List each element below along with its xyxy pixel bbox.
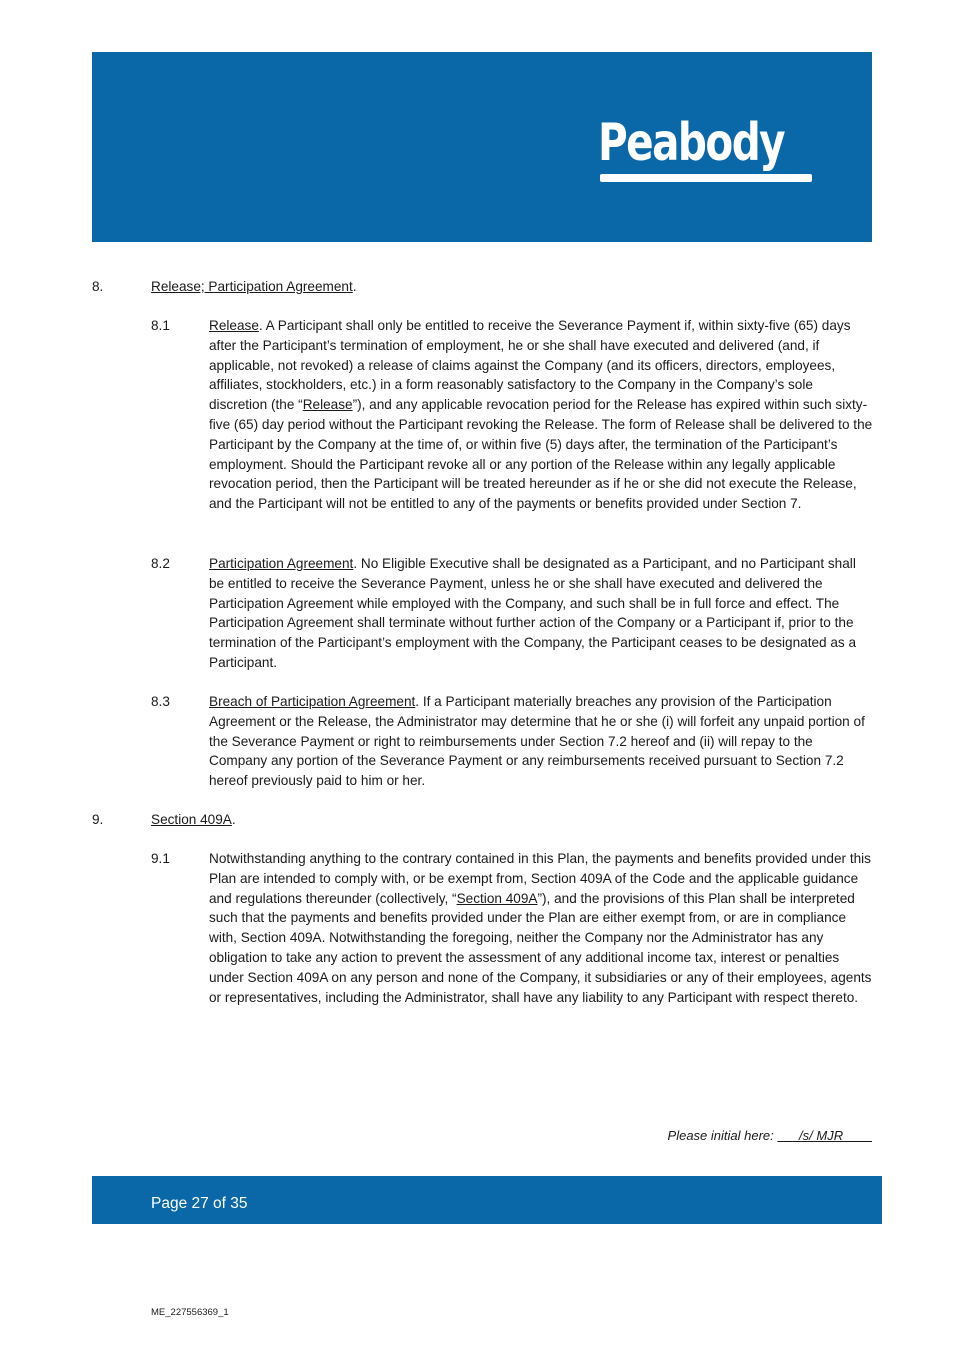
- clause-9-1-body-b: ”), and the provisions of this Plan shall be interpreted such that the payments and benefits provided under the Plan are either exempt from, or are in compliance with, Section 409A. Notwithstanding the foregoing, neither the Company nor the Administrator has any obligation to take any action to prevent the assessment of any additional income tax, interest or penalties under Section 409A on any person and none of the Company, it subsidiaries or any of their employees, agents or representatives, including the Administrator, shall have any liability to any Participant with respect thereto.: [209, 890, 872, 1005]
- page-number: Page 27 of 35: [151, 1195, 248, 1212]
- clause-8-1-number: 8.1: [151, 318, 170, 333]
- clause-8-2-body: . No Eligible Executive shall be designated as a Participant, and no Participant shall be entitled to receive the Severance Payment, unless he or she shall have executed and delivered the Participation Agreement while employed with the Company, and such shall be in full force and effect. The Participation Agreement shall terminate without further action of the Company or a Participant if, prior to the termination of the Participant’s employment with the Company, the Participant ceases to be designated as a Participant.: [209, 556, 857, 670]
- clause-8-1-text: [209, 316, 873, 514]
- section-9-title: [151, 810, 236, 830]
- section-8-title-suffix: .: [352, 279, 357, 294]
- initial-value: /s/ MJR: [777, 1128, 872, 1143]
- logo-underline: [600, 174, 812, 182]
- clause-8-3-number: 8.3: [151, 694, 170, 709]
- clause-8-2-number: 8.2: [151, 556, 170, 571]
- clause-8-1-body-a: . A Participant shall only be entitled to receive the Severance Payment if, within sixty-five (65) days after the Participant’s termination of employment, he or she shall have executed and delivered (and, if applicable, not revoked) a release of claims against the Company (and its officers, directors, employees, affiliates, stockholders, etc.) in a form reasonably satisfactory to the Company in the Company’s sole discretion (the “: [209, 318, 851, 413]
- logo-wordmark: Peabody: [598, 113, 785, 173]
- section-9-number: 9.: [92, 812, 104, 827]
- section-9-title-text: Section 409A: [151, 812, 232, 827]
- section-8-number: 8.: [92, 279, 104, 294]
- clause-9-1-number: 9.1: [151, 851, 170, 866]
- initial-label: Please initial here:: [667, 1128, 778, 1143]
- clause-9-1-text: [209, 849, 873, 1007]
- clause-8-2-heading: Participation Agreement: [209, 556, 354, 571]
- clause-8-1-heading: Release: [209, 318, 259, 333]
- clause-8-3-body: . If a Participant materially breaches any provision of the Participation Agreement or the Release, the Administrator may determine that he or she (i) will forfeit any unpaid portion of the Severance Payment or right to reimbursements under Section 7.2 hereof and (ii) will repay to the Company any portion of the Severance Payment or any reimbursements received pursuant to Section 7.2 hereof previously paid to him or her.: [209, 694, 865, 789]
- clause-8-1-defined-term: Release: [302, 397, 353, 413]
- clause-9-1-body-a: Notwithstanding anything to the contrary contained in this Plan, the payments and benefits provided under this Plan are intended to comply with, or be exempt from, Section 409A of the Code and the applicable guidance and regulations thereunder (collectively, “: [209, 851, 871, 906]
- peabody-logo: [598, 108, 818, 188]
- clause-8-1-body-b: ”), and any applicable revocation period for the Release has expired within such sixty-five (65) day period without the Participant revoking the Release. The form of Release shall be delivered to the Participant by the Company at the time of, or within five (5) days after, the termination of the Participant’s employment. Should the Participant revoke all or any portion of the Release within any legally applicable revocation period, then the Participant will be treated hereunder as if he or she did not execute the Release, and the Participant will not be entitled to any of the payments or benefits provided under Section 7.: [209, 397, 873, 512]
- section-8-title: [151, 277, 357, 297]
- section-9-title-suffix: .: [231, 812, 236, 827]
- clause-8-3-text: [209, 692, 873, 791]
- clause-8-3-heading: Breach of Participation Agreement: [209, 694, 416, 709]
- document-id: ME_227556369_1: [151, 1307, 229, 1318]
- initial-line: [560, 1127, 872, 1145]
- clause-8-2-text: [209, 554, 873, 673]
- clause-9-1-defined-term: Section 409A: [456, 890, 538, 906]
- section-8-title-text: Release; Participation Agreement: [151, 279, 353, 294]
